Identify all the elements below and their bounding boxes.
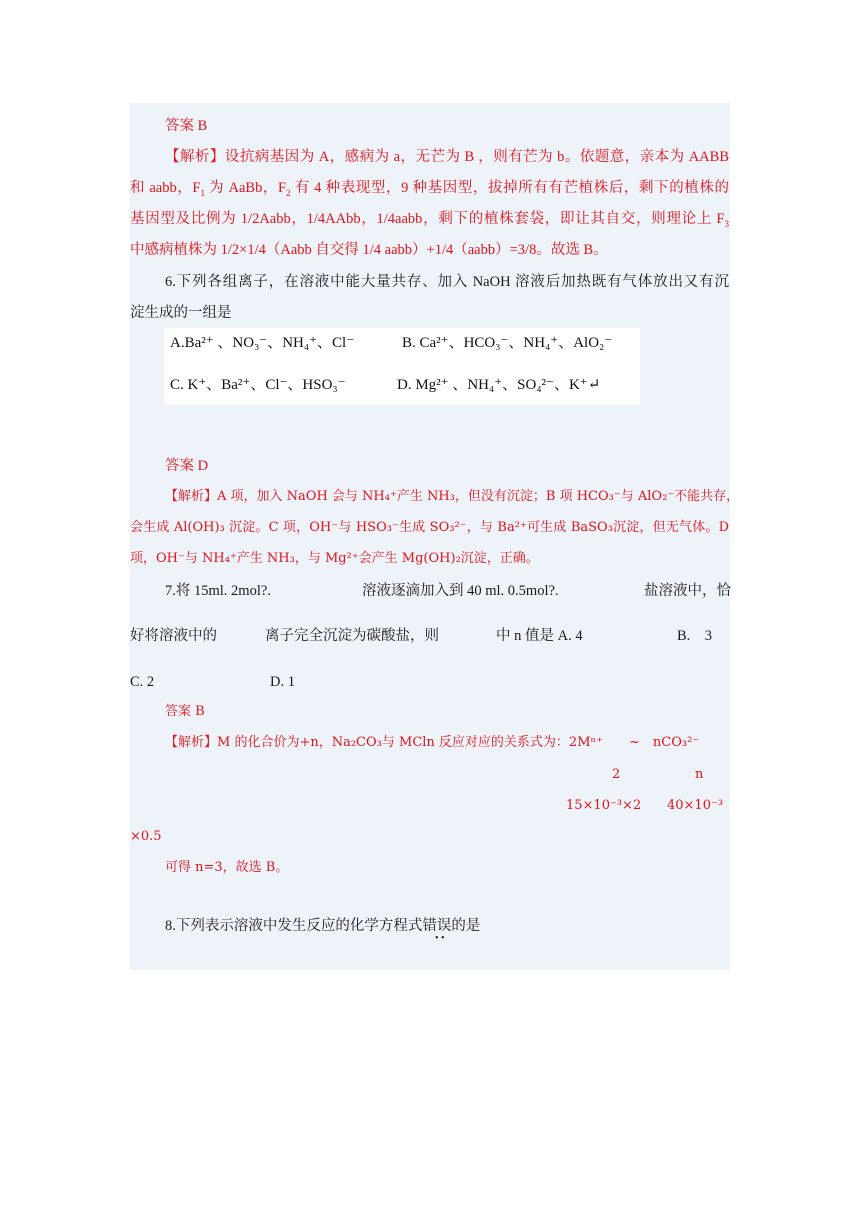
q6-analysis-line-2: 会生成 Al(OH)₃ 沉淀。C 项，OH⁻与 HSO₃⁻生成 SO₃²⁻，与 Ba²⁺可生成 BaSO₃沉淀，但无气体。D <box>130 520 729 535</box>
q7-stem-part-2: 溶液逐滴加入到 40 ml. 0.5mol?. <box>362 583 559 599</box>
emphasis-dots: • • <box>435 933 445 944</box>
q6-stem-line-1: 6.下列各组离子，在溶液中能大量共存、加入 NaOH 溶液后加热既有气体放出又有沉 <box>165 274 729 290</box>
q7-option-b: B. 3 <box>677 628 713 644</box>
q7-stem-part-1: 7.将 15ml. 2mol?. <box>165 583 271 599</box>
q7-analysis-text: M 的化合价为+n，Na₂CO₃与 MCln 反应对应的关系式为：2Mⁿ⁺ ~ nCO₃²⁻ <box>217 735 700 750</box>
q7-ratio-left: 2 <box>612 767 621 782</box>
q6-analysis-line-3: 项，OH⁻与 NH₄⁺产生 NH₃，与 Mg²⁺会产生 Mg(OH)₂沉淀，正确。 <box>130 551 539 566</box>
q5-text: 有 4 种表现型，9 种基因型，拔掉所有有芒植株后，剩下的植株的 <box>290 180 729 196</box>
q5-sub: 3 <box>724 218 729 229</box>
q5-analysis-text: 设抗病基因为 A，感病为 a，无芒为 B ，则有芒为 b。依题意，亲本为 AABB <box>224 149 729 165</box>
analysis-tag: 【解析】 <box>165 489 218 504</box>
q6-stem-line-2: 淀生成的一组是 <box>130 305 232 321</box>
q5-sub: 1 <box>200 187 205 198</box>
q5-analysis-line-1 <box>165 148 729 166</box>
q7-stem-part-6: 中 n 值是 A. 4 <box>496 628 583 644</box>
q5-analysis-line-4: 中感病植株为 1/2×1/4（Aabb 自交得 1/4 aabb）+1/4（aabb）=3/8。故选 B。 <box>130 242 608 258</box>
q5-text: 和 aabb，F <box>130 180 201 196</box>
q7-stem-part-4: 好将溶液中的 <box>130 628 217 644</box>
q7-ratio-right: n <box>695 767 704 782</box>
q7-option-c: C. 2 <box>130 674 155 690</box>
q7-amount-right: 40×10⁻³ <box>667 798 724 813</box>
option-a: A.Ba²⁺ 、NO₃⁻、NH₄⁺、Cl⁻ <box>170 335 355 351</box>
q6-analysis-text: A 项，加入 NaOH 会与 NH₄⁺产生 NH₃，但没有沉淀；B 项 HCO₃⁻与 AlO₂⁻不能共存， <box>217 489 740 504</box>
q5-text: 基因型及比例为 1/2Aabb，1/4AAbb，1/4aabb，剩下的植株套袋，即让其自交，则理论上 F <box>130 211 725 227</box>
q7-stem-part-5: 离子完全沉淀为碳酸盐，则 <box>265 628 439 644</box>
q7-amount-left: 15×10⁻³×2 <box>566 798 642 813</box>
option-d: D. Mg²⁺ 、NH₄⁺、SO₄²⁻、K⁺↵ <box>397 377 601 393</box>
q5-text: 为 AaBb，F <box>204 180 287 196</box>
analysis-tag: 【解析】 <box>165 149 225 165</box>
q7-amount-cont: ×0.5 <box>130 829 162 844</box>
q7-answer: 答案 B <box>165 704 205 719</box>
q7-option-d: D. 1 <box>270 674 295 690</box>
q5-analysis-line-2 <box>130 179 729 197</box>
q5-sub: 2 <box>286 187 291 198</box>
q7-stem-part-3: 盐溶液中，恰 <box>644 583 731 599</box>
q6-analysis-line-1 <box>165 488 740 506</box>
q7-analysis-line-1 <box>165 734 699 752</box>
q6-answer: 答案 D <box>165 458 209 474</box>
q7-conclusion: 可得 n=3，故选 B。 <box>165 860 289 875</box>
q5-answer: 答案 B <box>165 118 208 134</box>
ion-options-image <box>164 328 640 405</box>
analysis-tag: 【解析】 <box>165 735 218 750</box>
q5-analysis-line-3 <box>130 210 729 228</box>
option-c: C. K⁺、Ba²⁺、Cl⁻、HSO₃⁻ <box>170 377 346 393</box>
option-b: B. Ca²⁺、HCO₃⁻、NH₄⁺、AlO₂⁻ <box>402 335 613 351</box>
q8-stem: 8.下列表示溶液中发生反应的化学方程式错误的是 <box>165 918 481 934</box>
